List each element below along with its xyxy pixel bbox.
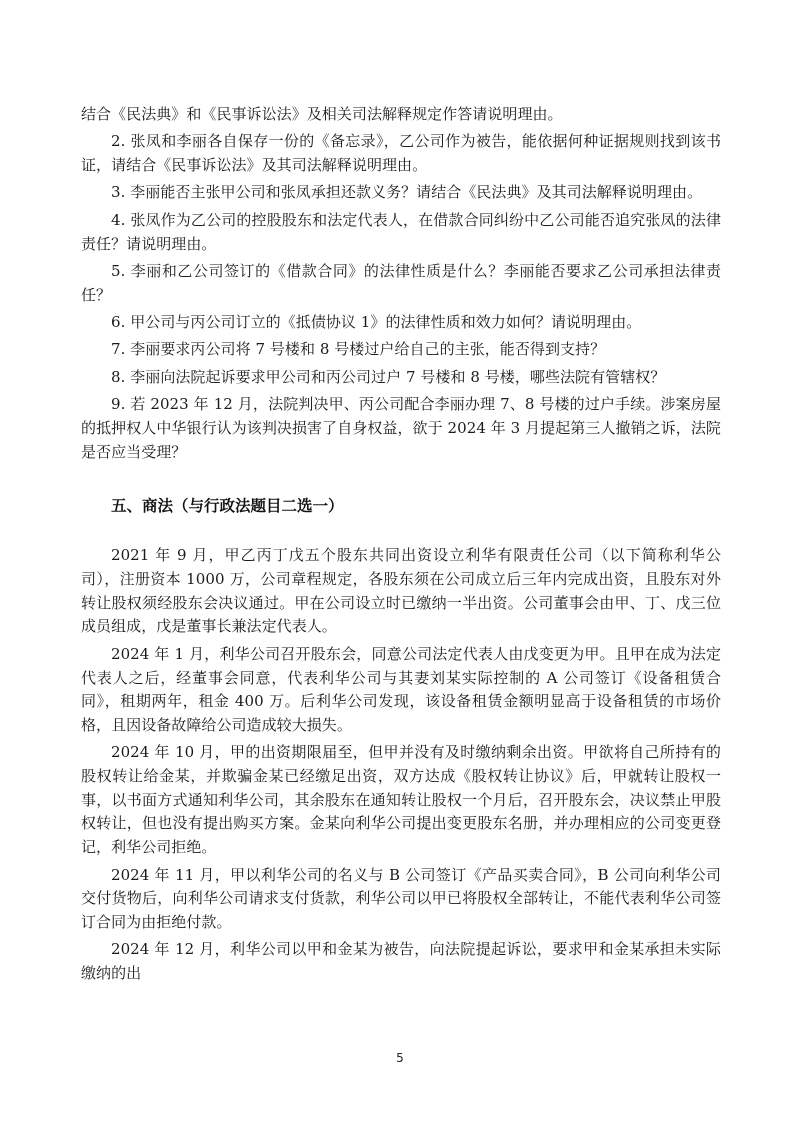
section-heading: 五、商法（与行政法题目二选一）: [111, 497, 344, 516]
case-paragraph-5: 2024 年 12 月，利华公司以甲和金某为被告，向法院提起诉讼，要求甲和金某承担未实际缴纳的出: [81, 940, 721, 983]
case-paragraph-3: 2024 年 10 月，甲的出资期限届至，但甲并没有及时缴纳剩余出资。甲欲将自己所持有的股权转让给金某，并欺骗金某已经缴足出资，双方达成《股权转让协议》后，甲就转让股权一事，以书面方式通知利华公司，其余股东在通知转让股权一个月后，召开股东会，决议禁止甲股权转让，但也没有提出购买方案。金某向利华公司提出变更股东名册，并办理相应的公司变更登记，利华公司拒绝。: [81, 743, 721, 857]
case-paragraph-4: 2024 年 11 月，甲以利华公司的名义与 B 公司签订《产品买卖合同》，B 公司向利华公司交付货物后，向利华公司请求支付货款，利华公司以甲已将股权全部转让，不能代表利华公司签订合同为由拒绝付款。: [81, 865, 721, 931]
question-3: 3. 李丽能否主张甲公司和张凤承担还款义务？请结合《民法典》及其司法解释说明理由。: [111, 183, 703, 202]
case-paragraph-1: 2021 年 9 月，甲乙丙丁戊五个股东共同出资设立利华有限责任公司（以下简称利华公司），注册资本 1000 万，公司章程规定，各股东须在公司成立后三年内完成出资，且股东对外转让股权须经股东会决议通过。甲在公司设立时已缴纳一半出资。公司董事会由甲、丁、戊三位成员组成，戊是董事长兼法定代表人。: [81, 546, 721, 636]
case-paragraph-2: 2024 年 1 月，利华公司召开股东会，同意公司法定代表人由戊变更为甲。且甲在成为法定代表人之后，经董事会同意，代表利华公司与其妻刘某实际控制的 A 公司签订《设备租赁合同》，租期两年，租金 400 万。后利华公司发现，该设备租赁金额明显高于设备租赁的市场价格，且因设备故障给公司造成较大损失。: [81, 644, 721, 734]
question-7: 7. 李丽要求丙公司将 7 号楼和 8 号楼过户给自己的主张，能否得到支持？: [111, 340, 606, 359]
question-5: 5. 李丽和乙公司签订的《借款合同》的法律性质是什么？李丽能否要求乙公司承担法律责任？: [81, 261, 721, 304]
question-9: 9. 若 2023 年 12 月，法院判决甲、丙公司配合李丽办理 7、8 号楼的过户手续。涉案房屋的抵押权人中华银行认为该判决损害了自身权益，欲于 2024 年 3 月提起第三人撤销之诉，法院是否应当受理？: [81, 395, 721, 461]
question-8: 8. 李丽向法院起诉要求甲公司和丙公司过户 7 号楼和 8 号楼，哪些法院有管辖权？: [111, 367, 666, 386]
question-6: 6. 甲公司与丙公司订立的《抵债协议 1》的法律性质和效力如何？请说明理由。: [111, 313, 642, 332]
question-4: 4. 张凤作为乙公司的控股股东和法定代表人，在借款合同纠纷中乙公司能否追究张凤的法律责任？请说明理由。: [81, 210, 721, 253]
question-1-continuation: 结合《民法典》和《民事诉讼法》及相关司法解释规定作答请说明理由。: [81, 105, 563, 123]
question-2: 2. 张凤和李丽各自保存一份的《备忘录》，乙公司作为被告，能依据何种证据规则找到该书证，请结合《民事诉讼法》及其司法解释说明理由。: [81, 132, 721, 175]
page-number: 5: [396, 1051, 404, 1065]
page-body: [81, 103, 721, 986]
